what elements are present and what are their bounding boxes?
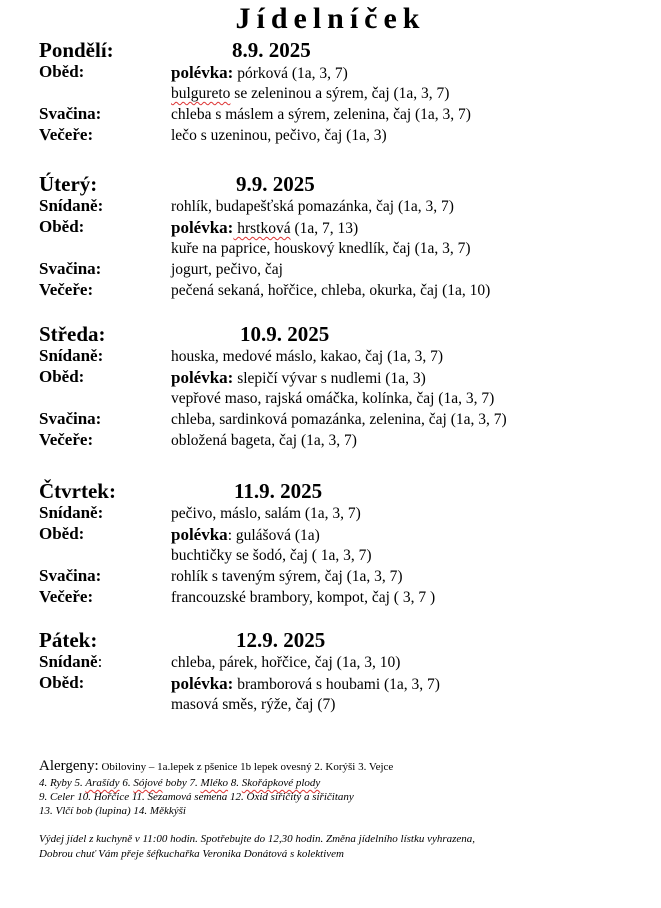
soup-text: : gulášová (1a) bbox=[227, 527, 320, 544]
meal-label: Oběd: bbox=[39, 217, 85, 236]
meal-label: Svačina: bbox=[39, 104, 102, 123]
meal-label: Večeře: bbox=[39, 280, 94, 299]
spellcheck-word: hrstková bbox=[233, 220, 291, 237]
meal-row bbox=[39, 367, 639, 409]
meal-text: chleba, párek, hořčice, čaj (1a, 3, 10) bbox=[171, 654, 401, 671]
day-monday bbox=[39, 38, 639, 146]
day-name: Pátek: bbox=[39, 628, 98, 652]
meal-text: rohlík s taveným sýrem, čaj (1a, 3, 7) bbox=[171, 568, 403, 585]
meal-row bbox=[39, 524, 639, 566]
meal-row bbox=[39, 652, 639, 673]
soup-label: polévka: bbox=[171, 218, 234, 237]
meal-row bbox=[39, 62, 639, 104]
day-date: 9.9. 2025 bbox=[236, 172, 315, 196]
meal-text: lečo s uzeninou, pečivo, čaj (1a, 3) bbox=[171, 127, 387, 144]
meal-text: obložená bageta, čaj (1a, 3, 7) bbox=[171, 432, 357, 449]
footer-line: Výdej jídel z kuchyně v 11:00 hodin. Spotřebujte do 12,30 hodin. Změna jídelního lístku vyhrazena, bbox=[39, 833, 476, 845]
day-name: Středa: bbox=[39, 322, 106, 346]
meal-label: Svačina: bbox=[39, 409, 102, 428]
meal-text: chleba s máslem a sýrem, zelenina, čaj (1a, 3, 7) bbox=[171, 106, 471, 123]
meal-row bbox=[39, 503, 639, 524]
meal-row bbox=[39, 587, 639, 608]
menu-title: Jídelníček bbox=[235, 2, 426, 35]
meal-label: Svačina: bbox=[39, 566, 102, 585]
meal-text: houska, medové máslo, kakao, čaj (1a, 3, 7) bbox=[171, 348, 444, 365]
main-dish-text: masová směs, rýže, čaj (7) bbox=[171, 696, 336, 713]
spellcheck-word: bulgureto bbox=[171, 85, 231, 102]
meal-label: Snídaně: bbox=[39, 503, 104, 522]
meal-label: Snídaně: bbox=[39, 346, 104, 365]
meal-row bbox=[39, 409, 639, 430]
meal-row bbox=[39, 217, 639, 259]
day-date: 10.9. 2025 bbox=[240, 322, 330, 346]
meal-label: Oběd: bbox=[39, 367, 85, 386]
meal-row bbox=[39, 673, 639, 715]
meal-row bbox=[39, 104, 639, 125]
meal-label: Svačina: bbox=[39, 259, 102, 278]
meal-label: Večeře: bbox=[39, 125, 94, 144]
day-wednesday bbox=[39, 322, 639, 451]
soup-text: slepičí vývar s nudlemi (1a, 3) bbox=[233, 370, 426, 387]
soup-text: bramborová s houbami (1a, 3, 7) bbox=[233, 676, 440, 693]
main-dish-text: vepřové maso, rajská omáčka, kolínka, čaj (1a, 3, 7) bbox=[171, 390, 495, 407]
meal-row bbox=[39, 430, 639, 451]
soup-label: polévka: bbox=[171, 674, 234, 693]
main-dish-text: kuře na paprice, houskový knedlík, čaj (1a, 3, 7) bbox=[171, 240, 471, 257]
allergens-section bbox=[39, 757, 639, 818]
allergens-heading: Alergeny: bbox=[39, 758, 99, 774]
day-date: 8.9. 2025 bbox=[232, 38, 311, 62]
meal-label: Oběd: bbox=[39, 524, 85, 543]
meal-label: Snídaně: bbox=[39, 652, 103, 671]
soup-text: pórková (1a, 3, 7) bbox=[233, 65, 348, 82]
meal-label: Snídaně: bbox=[39, 196, 104, 215]
meal-text: rohlík, budapešťská pomazánka, čaj (1a, 3, 7) bbox=[171, 198, 454, 215]
meal-row bbox=[39, 196, 639, 217]
footer-note bbox=[39, 832, 639, 862]
meal-text: chleba, sardinková pomazánka, zelenina, čaj (1a, 3, 7) bbox=[171, 411, 507, 428]
soup-text: (1a, 7, 13) bbox=[290, 220, 359, 237]
day-name: Čtvrtek: bbox=[39, 479, 116, 503]
meal-row bbox=[39, 280, 639, 301]
allergens-line: 13. Vlčí bob (lupina) 14. Měkkýši bbox=[39, 805, 186, 817]
meal-row bbox=[39, 125, 639, 146]
allergens-line: Obiloviny – 1a.lepek z pšenice 1b lepek ovesný 2. Korýši 3. Vejce bbox=[98, 761, 394, 773]
soup-label: polévka bbox=[171, 525, 228, 544]
meal-row bbox=[39, 566, 639, 587]
soup-label: polévka: bbox=[171, 368, 234, 387]
meal-label: Oběd: bbox=[39, 673, 85, 692]
meal-row bbox=[39, 346, 639, 367]
allergens-line: 4. Ryby 5. Arašídy 6. Sójové boby 7. Mléko 8. Skořápkové plody bbox=[39, 777, 321, 789]
meal-label: Večeře: bbox=[39, 430, 94, 449]
meal-text: pečivo, máslo, salám (1a, 3, 7) bbox=[171, 505, 361, 522]
main-dish-text: buchtičky se šodó, čaj ( 1a, 3, 7) bbox=[171, 547, 372, 564]
day-friday bbox=[39, 628, 639, 715]
meal-text: francouzské brambory, kompot, čaj ( 3, 7 ) bbox=[171, 589, 436, 606]
day-tuesday bbox=[39, 172, 639, 301]
allergens-line: 9. Celer 10. Hořčice 11. Sezamová semena 12. Oxid siřičitý a siřičitany bbox=[39, 791, 354, 803]
meal-label: Oběd: bbox=[39, 62, 85, 81]
meal-text: jogurt, pečivo, čaj bbox=[171, 261, 283, 278]
meal-text: pečená sekaná, hořčice, chleba, okurka, čaj (1a, 10) bbox=[171, 282, 491, 299]
day-date: 12.9. 2025 bbox=[236, 628, 326, 652]
day-name: Pondělí: bbox=[39, 38, 114, 62]
meal-row bbox=[39, 259, 639, 280]
footer-line: Dobrou chuť Vám přeje šéfkuchařka Veronika Donátová s kolektivem bbox=[39, 848, 344, 860]
day-date: 11.9. 2025 bbox=[234, 479, 323, 503]
main-dish-text: se zeleninou a sýrem, čaj (1a, 3, 7) bbox=[230, 85, 450, 102]
day-thursday bbox=[39, 479, 639, 608]
soup-label: polévka: bbox=[171, 63, 234, 82]
meal-label: Večeře: bbox=[39, 587, 94, 606]
day-name: Úterý: bbox=[39, 172, 98, 196]
